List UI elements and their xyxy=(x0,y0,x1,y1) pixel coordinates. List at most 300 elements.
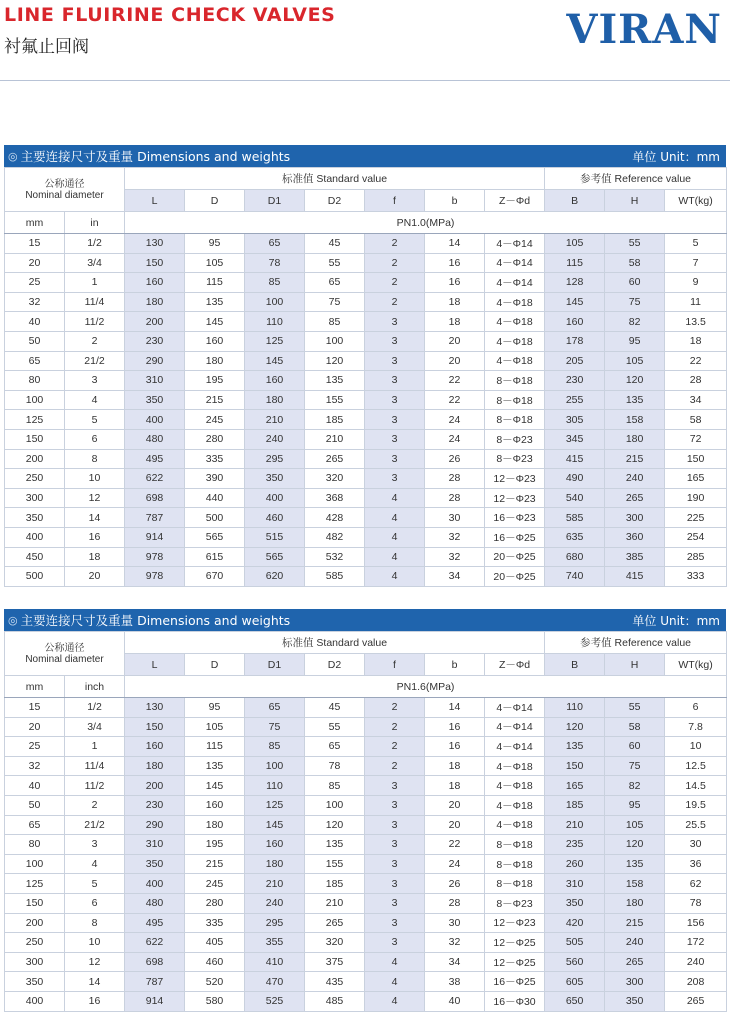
table-cell: 145 xyxy=(185,312,245,332)
table-cell: 100 xyxy=(305,331,365,351)
table-cell: 680 xyxy=(545,547,605,567)
table-cell: 36 xyxy=(665,854,727,874)
table-cell: 18 xyxy=(665,331,727,351)
table-cell: 95 xyxy=(185,698,245,718)
table-row xyxy=(5,312,727,332)
table-cell: 355 xyxy=(245,933,305,953)
table-cell: 350 xyxy=(125,390,185,410)
table-cell: 28 xyxy=(425,469,485,489)
table-row xyxy=(5,371,727,391)
table-cell: 3/4 xyxy=(65,253,125,273)
table-cell: 180 xyxy=(605,893,665,913)
table-cell: 265 xyxy=(305,449,365,469)
table-cell: 4－Φ18 xyxy=(485,815,545,835)
table-cell: 230 xyxy=(125,795,185,815)
table-cell: 4－Φ14 xyxy=(485,234,545,254)
table-cell: 180 xyxy=(245,854,305,874)
table-cell: 210 xyxy=(545,815,605,835)
table-cell: 280 xyxy=(185,893,245,913)
table-cell: 34 xyxy=(425,567,485,587)
table-cell: 495 xyxy=(125,449,185,469)
table-cell: 375 xyxy=(305,952,365,972)
table-cell: 405 xyxy=(185,933,245,953)
table-cell: 440 xyxy=(185,488,245,508)
table-cell: 320 xyxy=(305,933,365,953)
table-cell: 65 xyxy=(305,737,365,757)
table-row xyxy=(5,933,727,953)
table-cell: 4 xyxy=(365,547,425,567)
table-cell: 120 xyxy=(305,815,365,835)
table-cell: 95 xyxy=(605,331,665,351)
table-cell: 110 xyxy=(245,776,305,796)
reference-value-header: 参考值 Reference value xyxy=(545,168,727,190)
column-header: b xyxy=(425,654,485,676)
table-cell: 698 xyxy=(125,952,185,972)
table-cell: 3 xyxy=(365,776,425,796)
column-header: D1 xyxy=(245,190,305,212)
table-cell: 16 xyxy=(425,253,485,273)
table-row xyxy=(5,351,727,371)
table-cell: 58 xyxy=(665,410,727,430)
table-cell: 12－Φ25 xyxy=(485,952,545,972)
table-cell: 4－Φ14 xyxy=(485,717,545,737)
table-row xyxy=(5,972,727,992)
table-cell: 32 xyxy=(5,292,65,312)
table-cell: 25.5 xyxy=(665,815,727,835)
table-cell: 4－Φ14 xyxy=(485,253,545,273)
table-cell: 18 xyxy=(425,312,485,332)
table-cell: 310 xyxy=(545,874,605,894)
table-cell: 180 xyxy=(245,390,305,410)
table-cell: 100 xyxy=(245,756,305,776)
table-cell: 45 xyxy=(305,234,365,254)
table-cell: 2 xyxy=(365,234,425,254)
table-cell: 495 xyxy=(125,913,185,933)
table-cell: 295 xyxy=(245,913,305,933)
table-cell: 115 xyxy=(185,273,245,293)
table-cell: 8－Φ18 xyxy=(485,835,545,855)
table-cell: 520 xyxy=(185,972,245,992)
table-cell: 250 xyxy=(5,933,65,953)
column-header: Z－Φd xyxy=(485,654,545,676)
table-cell: 3 xyxy=(365,371,425,391)
table-cell: 978 xyxy=(125,547,185,567)
table-cell: 80 xyxy=(5,835,65,855)
table-cell: 480 xyxy=(125,429,185,449)
table-cell: 40 xyxy=(425,991,485,1011)
table-cell: 4－Φ14 xyxy=(485,273,545,293)
table-row xyxy=(5,547,727,567)
column-header: H xyxy=(605,190,665,212)
nominal-diameter-cn: 公称通径 xyxy=(44,178,85,190)
table-cell: 490 xyxy=(545,469,605,489)
table-cell: 1 xyxy=(65,273,125,293)
table-row xyxy=(5,737,727,757)
table-cell: 225 xyxy=(665,508,727,528)
table-cell: 40 xyxy=(5,312,65,332)
table-cell: 40 xyxy=(5,776,65,796)
table-cell: 150 xyxy=(125,717,185,737)
table-cell: 16 xyxy=(425,273,485,293)
table-cell: 650 xyxy=(545,991,605,1011)
dimensions-table xyxy=(4,631,727,1012)
table-cell: 32 xyxy=(425,527,485,547)
table-cell: 125 xyxy=(5,874,65,894)
table-cell: 80 xyxy=(5,371,65,391)
table-cell: 22 xyxy=(425,390,485,410)
table-cell: 620 xyxy=(245,567,305,587)
column-header: f xyxy=(365,190,425,212)
table-row xyxy=(5,991,727,1011)
table-cell: 26 xyxy=(425,449,485,469)
table-cell: 16－Φ30 xyxy=(485,991,545,1011)
table-cell: 100 xyxy=(5,854,65,874)
table-cell: 2 xyxy=(365,253,425,273)
table-header-bar xyxy=(4,145,726,167)
table-cell: 978 xyxy=(125,567,185,587)
table-cell: 135 xyxy=(305,371,365,391)
table-cell: 14 xyxy=(65,972,125,992)
table-cell: 16－Φ25 xyxy=(485,972,545,992)
table-cell: 240 xyxy=(605,469,665,489)
table-cell: 22 xyxy=(425,835,485,855)
table-cell: 85 xyxy=(245,273,305,293)
table-cell: 1/2 xyxy=(65,234,125,254)
table-cell: 50 xyxy=(5,795,65,815)
table-cell: 460 xyxy=(185,952,245,972)
page-title: LINE FLUIRINE CHECK VALVES xyxy=(4,4,336,26)
table-cell: 190 xyxy=(665,488,727,508)
table-cell: 215 xyxy=(185,854,245,874)
table-cell: 195 xyxy=(185,835,245,855)
table-cell: 5 xyxy=(65,410,125,430)
table-cell: 150 xyxy=(5,893,65,913)
table-cell: 4 xyxy=(365,952,425,972)
table-cell: 16 xyxy=(65,527,125,547)
table-cell: 100 xyxy=(5,390,65,410)
table-cell: 787 xyxy=(125,508,185,528)
table-cell: 115 xyxy=(545,253,605,273)
table-cell: 265 xyxy=(665,991,727,1011)
table-cell: 180 xyxy=(605,429,665,449)
table-cell: 85 xyxy=(245,737,305,757)
table-cell: 310 xyxy=(125,835,185,855)
table-cell: 150 xyxy=(5,429,65,449)
dimensions-table xyxy=(4,167,727,587)
table-cell: 82 xyxy=(605,312,665,332)
table-cell: 135 xyxy=(545,737,605,757)
column-header: B xyxy=(545,190,605,212)
table-cell: 428 xyxy=(305,508,365,528)
table-cell: 9 xyxy=(665,273,727,293)
table-cell: 135 xyxy=(305,835,365,855)
unit-mm-header: mm xyxy=(5,676,65,698)
table-cell: 82 xyxy=(605,776,665,796)
table-cell: 125 xyxy=(245,331,305,351)
table-cell: 670 xyxy=(185,567,245,587)
table-cell: 2 xyxy=(365,737,425,757)
table-cell: 58 xyxy=(605,253,665,273)
table-cell: 460 xyxy=(245,508,305,528)
table-cell: 10 xyxy=(665,737,727,757)
table-cell: 19.5 xyxy=(665,795,727,815)
table-cell: 12－Φ23 xyxy=(485,488,545,508)
table-cell: 3 xyxy=(365,390,425,410)
table-cell: 20 xyxy=(425,795,485,815)
table-cell: 65 xyxy=(305,273,365,293)
table-cell: 4－Φ14 xyxy=(485,698,545,718)
table-cell: 470 xyxy=(245,972,305,992)
table-cell: 135 xyxy=(185,292,245,312)
nominal-diameter-header xyxy=(5,632,125,676)
table-row xyxy=(5,234,727,254)
table-cell: 2 xyxy=(65,795,125,815)
table-cell: 65 xyxy=(245,698,305,718)
table-cell: 420 xyxy=(545,913,605,933)
table-cell: 4 xyxy=(65,854,125,874)
table-cell: 540 xyxy=(545,488,605,508)
table-cell: 20 xyxy=(5,717,65,737)
table-cell: 150 xyxy=(665,449,727,469)
table-cell: 3 xyxy=(365,469,425,489)
table-cell: 18 xyxy=(425,776,485,796)
table-cell: 21/2 xyxy=(65,351,125,371)
nominal-diameter-cn: 公称通径 xyxy=(44,642,85,654)
table-cell: 240 xyxy=(245,893,305,913)
table-cell: 290 xyxy=(125,351,185,371)
table-cell: 2 xyxy=(365,698,425,718)
table-cell: 145 xyxy=(185,776,245,796)
table-cell: 11 xyxy=(665,292,727,312)
table-cell: 12 xyxy=(65,488,125,508)
table-cell: 4 xyxy=(365,527,425,547)
table-cell: 11/2 xyxy=(65,776,125,796)
table-cell: 5 xyxy=(665,234,727,254)
table-row xyxy=(5,717,727,737)
table-cell: 255 xyxy=(545,390,605,410)
table-cell: 320 xyxy=(305,469,365,489)
table-cell: 385 xyxy=(605,547,665,567)
table-cell: 240 xyxy=(605,933,665,953)
table-cell: 30 xyxy=(425,508,485,528)
table-cell: 350 xyxy=(5,508,65,528)
table-cell: 400 xyxy=(5,991,65,1011)
table-cell: 110 xyxy=(545,698,605,718)
circle-bullet-icon: ◎ xyxy=(8,149,18,163)
table-cell: 740 xyxy=(545,567,605,587)
table-cell: 20 xyxy=(5,253,65,273)
table-row xyxy=(5,429,727,449)
table-cell: 34 xyxy=(665,390,727,410)
table-cell: 3 xyxy=(365,449,425,469)
table-title: 主要连接尺寸及重量 Dimensions and weights xyxy=(20,149,291,164)
table-cell: 125 xyxy=(245,795,305,815)
table-row xyxy=(5,893,727,913)
table-cell: 78 xyxy=(245,253,305,273)
table-cell: 145 xyxy=(245,815,305,835)
table-cell: 55 xyxy=(605,698,665,718)
table-cell: 30 xyxy=(425,913,485,933)
table-row xyxy=(5,508,727,528)
table-cell: 532 xyxy=(305,547,365,567)
table-cell: 24 xyxy=(425,429,485,449)
table-row xyxy=(5,292,727,312)
table-cell: 4－Φ18 xyxy=(485,331,545,351)
table-cell: 65 xyxy=(5,815,65,835)
table-cell: 95 xyxy=(605,795,665,815)
table-cell: 120 xyxy=(605,835,665,855)
table-cell: 32 xyxy=(5,756,65,776)
table-cell: 150 xyxy=(125,253,185,273)
table-cell: 195 xyxy=(185,371,245,391)
table-cell: 8－Φ23 xyxy=(485,449,545,469)
unit-inch-header: in xyxy=(65,212,125,234)
nominal-diameter-en: Nominal diameter xyxy=(25,189,104,201)
table-cell: 390 xyxy=(185,469,245,489)
table-cell: 7 xyxy=(665,253,727,273)
column-header: b xyxy=(425,190,485,212)
table-cell: 4－Φ18 xyxy=(485,795,545,815)
table-cell: 18 xyxy=(425,756,485,776)
table-cell: 25 xyxy=(5,273,65,293)
table-cell: 482 xyxy=(305,527,365,547)
table-cell: 200 xyxy=(125,776,185,796)
table-cell: 310 xyxy=(125,371,185,391)
table-cell: 120 xyxy=(605,371,665,391)
table-cell: 200 xyxy=(5,913,65,933)
table-cell: 135 xyxy=(605,390,665,410)
table-row xyxy=(5,815,727,835)
table-cell: 105 xyxy=(185,253,245,273)
table-cell: 2 xyxy=(65,331,125,351)
table-cell: 350 xyxy=(605,991,665,1011)
table-cell: 156 xyxy=(665,913,727,933)
reference-value-header: 参考值 Reference value xyxy=(545,632,727,654)
table-cell: 95 xyxy=(185,234,245,254)
table-cell: 635 xyxy=(545,527,605,547)
table-cell: 178 xyxy=(545,331,605,351)
table-cell: 20－Φ25 xyxy=(485,547,545,567)
table-cell: 230 xyxy=(125,331,185,351)
table-cell: 4 xyxy=(365,972,425,992)
table-cell: 345 xyxy=(545,429,605,449)
table-cell: 8－Φ23 xyxy=(485,893,545,913)
table-cell: 2 xyxy=(365,273,425,293)
table-cell: 16－Φ25 xyxy=(485,527,545,547)
table-cell: 565 xyxy=(245,547,305,567)
table-cell: 128 xyxy=(545,273,605,293)
table-cell: 300 xyxy=(605,508,665,528)
table-cell: 3 xyxy=(365,429,425,449)
table-cell: 20 xyxy=(65,567,125,587)
table-cell: 215 xyxy=(605,449,665,469)
table-cell: 210 xyxy=(305,429,365,449)
table-cell: 400 xyxy=(5,527,65,547)
table-cell: 75 xyxy=(305,292,365,312)
table-row xyxy=(5,952,727,972)
table-cell: 4 xyxy=(365,508,425,528)
table-cell: 4－Φ18 xyxy=(485,312,545,332)
table-cell: 105 xyxy=(605,351,665,371)
table-cell: 333 xyxy=(665,567,727,587)
table-cell: 120 xyxy=(305,351,365,371)
table-cell: 16 xyxy=(65,991,125,1011)
table-cell: 3 xyxy=(365,893,425,913)
table-cell: 350 xyxy=(245,469,305,489)
table-row xyxy=(5,527,727,547)
table-cell: 2 xyxy=(365,292,425,312)
table-cell: 160 xyxy=(185,795,245,815)
table-cell: 622 xyxy=(125,469,185,489)
table-row xyxy=(5,390,727,410)
table-cell: 368 xyxy=(305,488,365,508)
table-cell: 34 xyxy=(425,952,485,972)
table-cell: 160 xyxy=(245,371,305,391)
table-cell: 160 xyxy=(125,737,185,757)
table-row xyxy=(5,874,727,894)
table-cell: 2 xyxy=(365,717,425,737)
table-cell: 305 xyxy=(545,410,605,430)
column-header: D2 xyxy=(305,190,365,212)
table-cell: 11/2 xyxy=(65,312,125,332)
table-cell: 72 xyxy=(665,429,727,449)
table-row xyxy=(5,913,727,933)
table-cell: 500 xyxy=(5,567,65,587)
column-header: D2 xyxy=(305,654,365,676)
table-cell: 3/4 xyxy=(65,717,125,737)
table-cell: 585 xyxy=(545,508,605,528)
table-cell: 12－Φ25 xyxy=(485,933,545,953)
column-header: D xyxy=(185,654,245,676)
table-cell: 235 xyxy=(545,835,605,855)
table-row xyxy=(5,331,727,351)
table-cell: 150 xyxy=(545,756,605,776)
table-cell: 215 xyxy=(185,390,245,410)
table-cell: 4 xyxy=(65,390,125,410)
table-cell: 58 xyxy=(605,717,665,737)
table-cell: 580 xyxy=(185,991,245,1011)
table-cell: 8 xyxy=(65,913,125,933)
table-cell: 75 xyxy=(605,756,665,776)
table-cell: 505 xyxy=(545,933,605,953)
table-cell: 165 xyxy=(545,776,605,796)
column-header: L xyxy=(125,190,185,212)
table-cell: 50 xyxy=(5,331,65,351)
table-cell: 350 xyxy=(5,972,65,992)
table-cell: 8－Φ23 xyxy=(485,429,545,449)
table-cell: 3 xyxy=(365,795,425,815)
table-cell: 250 xyxy=(5,469,65,489)
table-cell: 20 xyxy=(425,331,485,351)
table-cell: 350 xyxy=(125,854,185,874)
table-title: 主要连接尺寸及重量 Dimensions and weights xyxy=(20,613,291,628)
table-cell: 245 xyxy=(185,410,245,430)
standard-value-header: 标准值 Standard value xyxy=(125,168,545,190)
table-cell: 787 xyxy=(125,972,185,992)
table-row xyxy=(5,488,727,508)
table-cell: 8－Φ18 xyxy=(485,371,545,391)
table-cell: 145 xyxy=(545,292,605,312)
table-cell: 265 xyxy=(305,913,365,933)
table-row xyxy=(5,795,727,815)
table-cell: 185 xyxy=(545,795,605,815)
table-cell: 8－Φ18 xyxy=(485,874,545,894)
table-cell: 622 xyxy=(125,933,185,953)
column-header: WT(kg) xyxy=(665,190,727,212)
table-cell: 16－Φ23 xyxy=(485,508,545,528)
table-row xyxy=(5,854,727,874)
table-cell: 3 xyxy=(365,854,425,874)
